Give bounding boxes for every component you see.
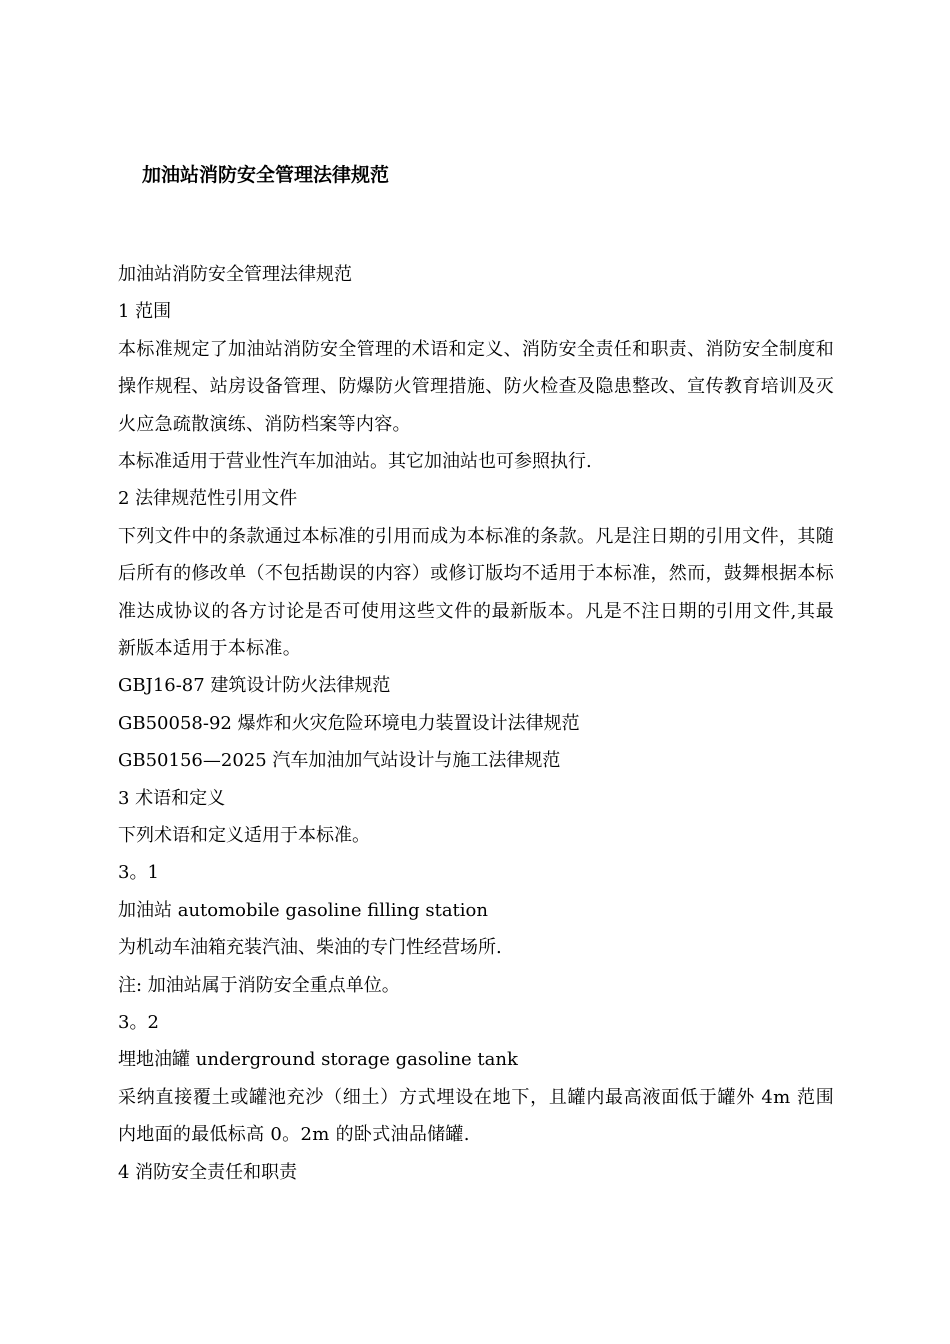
document-title: 加油站消防安全管理法律规范 [142, 164, 390, 186]
body-line: 3 术语和定义 [118, 787, 226, 809]
body-line: 3。1 [118, 862, 159, 884]
body-paragraph: 下列文件中的条款通过本标准的引用而成为本标准的条款。凡是注日期的引用文件，其随后所有的修改单（不包括勘误的内容）或修订版均不适用于本标准，然而，鼓舞根据本标准达成协议的各方讨论是否可使用这些文件的最新版本。凡是不注日期的引用文件,其最新版本适用于本标准。 [118, 525, 834, 659]
body-line: GB50058-92 爆炸和火灾危险环境电力装置设计法律规范 [118, 712, 580, 734]
body-line: 2 法律规范性引用文件 [118, 488, 298, 510]
body-line: 为机动车油箱充装汽油、柴油的专门性经营场所. [118, 937, 502, 959]
body-line: 埋地油罐 underground storage gasoline tank [118, 1049, 518, 1071]
body-line: 加油站 automobile gasoline filling station [118, 899, 488, 921]
body-line: 本标准适用于营业性汽车加油站。其它加油站也可参照执行. [118, 451, 592, 472]
body-line: 加油站消防安全管理法律规范 [118, 264, 352, 285]
body-line: 下列术语和定义适用于本标准。 [118, 824, 370, 846]
document-body [118, 256, 834, 1191]
body-line: GB50156—2025 汽车加油加气站设计与施工法律规范 [118, 750, 561, 772]
body-line: GBJ16-87 建筑设计防火法律规范 [118, 675, 391, 697]
body-line: 4 消防安全责任和职责 [118, 1161, 298, 1183]
body-line: 1 范围 [118, 301, 172, 323]
body-line: 3。2 [118, 1011, 159, 1033]
body-paragraph: 本标准规定了加油站消防安全管理的术语和定义、消防安全责任和职责、消防安全制度和操作规程、站房设备管理、防爆防火管理措施、防火检查及隐患整改、宣传教育培训及灭火应急疏散演练、消防档案等内容。 [118, 338, 834, 435]
body-paragraph: 采纳直接覆土或罐池充沙（细土）方式埋设在地下，且罐内最高液面低于罐外 4m 范围内地面的最低标高 0。2m 的卧式油品储罐. [118, 1086, 834, 1146]
body-line: 注: 加油站属于消防安全重点单位。 [118, 974, 400, 996]
